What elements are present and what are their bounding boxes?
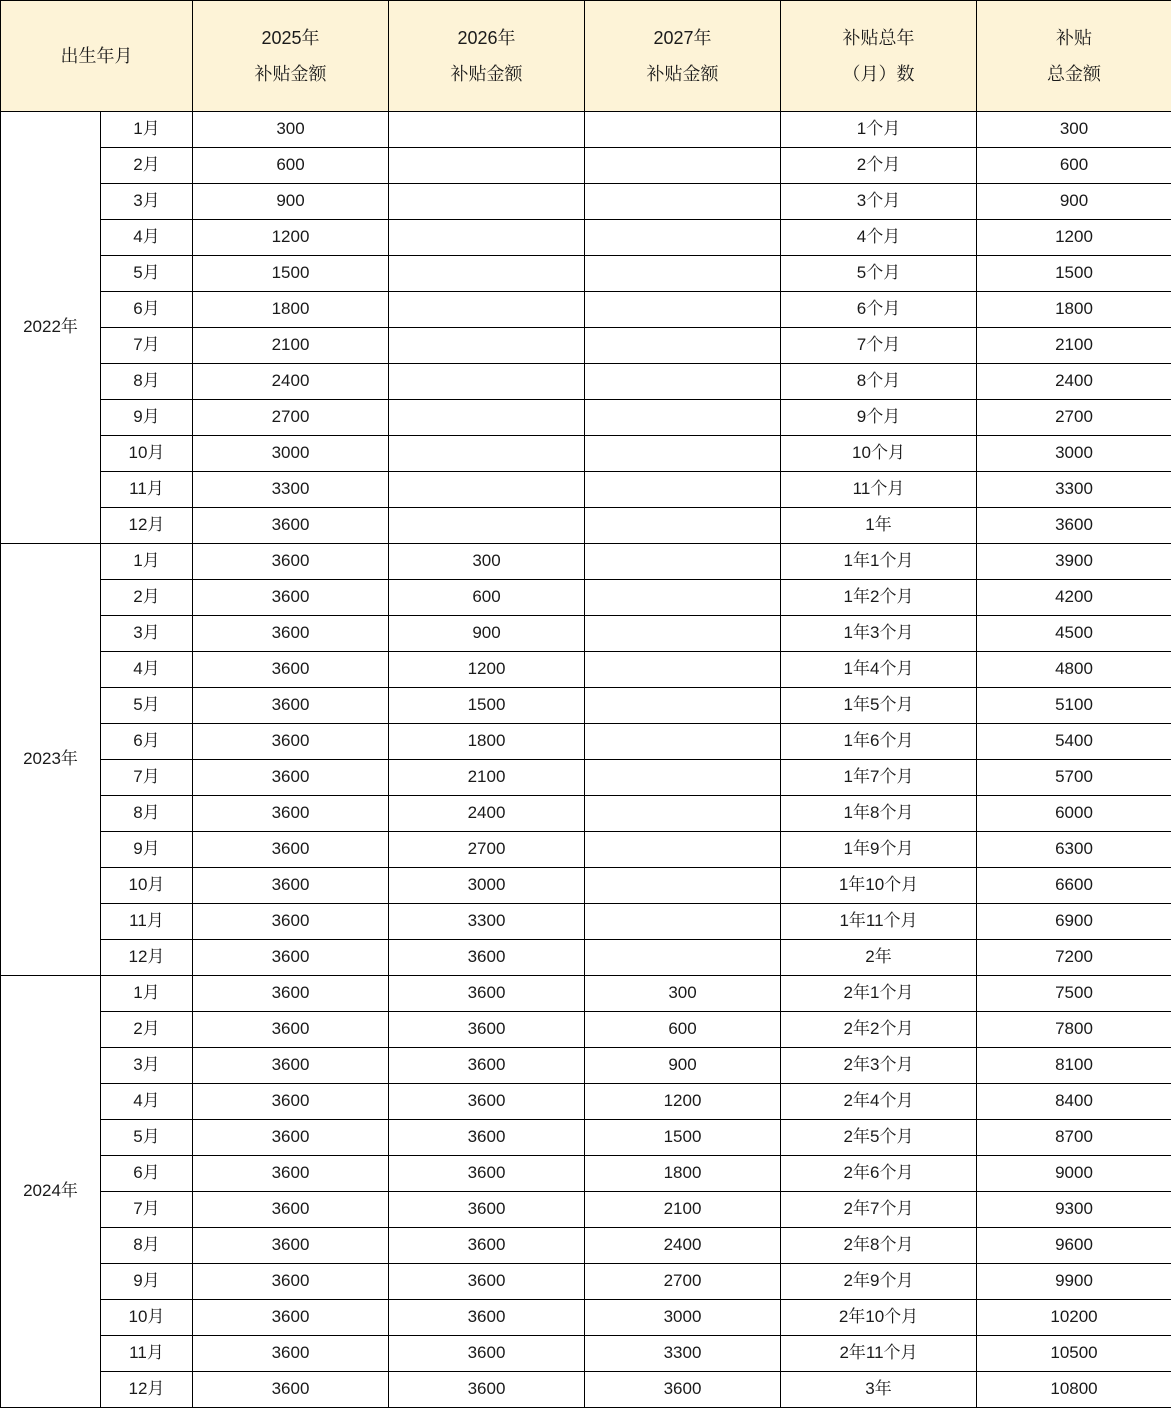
subsidy-duration-cell: 5个月 — [781, 256, 977, 292]
subsidy-2025-cell: 2700 — [193, 400, 389, 436]
subsidy-2026-cell: 3600 — [389, 976, 585, 1012]
table-row — [1, 832, 1171, 868]
subsidy-total-cell: 8700 — [977, 1120, 1171, 1156]
table-row — [1, 256, 1171, 292]
subsidy-total-cell: 10800 — [977, 1372, 1171, 1408]
table-row — [1, 112, 1171, 148]
birth-month-cell: 8月 — [101, 364, 193, 400]
birth-month-cell: 2月 — [101, 148, 193, 184]
subsidy-2026-cell: 2700 — [389, 832, 585, 868]
subsidy-2027-cell — [585, 760, 781, 796]
header-line: 补贴金额 — [254, 64, 327, 84]
subsidy-total-cell: 9000 — [977, 1156, 1171, 1192]
birth-month-cell: 3月 — [101, 1048, 193, 1084]
subsidy-2025-cell: 3600 — [193, 1048, 389, 1084]
subsidy-2025-cell: 3600 — [193, 1012, 389, 1048]
subsidy-2027-cell — [585, 220, 781, 256]
subsidy-2027-cell: 2400 — [585, 1228, 781, 1264]
birth-month-cell: 4月 — [101, 1084, 193, 1120]
subsidy-2026-cell: 3000 — [389, 868, 585, 904]
subsidy-2025-cell: 3600 — [193, 1120, 389, 1156]
subsidy-2025-cell: 900 — [193, 184, 389, 220]
subsidy-2026-cell: 1500 — [389, 688, 585, 724]
subsidy-2026-cell: 300 — [389, 544, 585, 580]
table-row — [1, 1012, 1171, 1048]
subsidy-total-cell: 2400 — [977, 364, 1171, 400]
subsidy-2026-cell — [389, 472, 585, 508]
subsidy-2025-cell: 3600 — [193, 1228, 389, 1264]
header-line: 补贴金额 — [450, 64, 523, 84]
column-header-2027 — [585, 1, 781, 112]
birth-month-cell: 11月 — [101, 1336, 193, 1372]
subsidy-duration-cell: 1个月 — [781, 112, 977, 148]
table-row — [1, 1120, 1171, 1156]
subsidy-duration-cell: 3个月 — [781, 184, 977, 220]
birth-month-cell: 12月 — [101, 940, 193, 976]
subsidy-duration-cell: 1年11个月 — [781, 904, 977, 940]
subsidy-2027-cell — [585, 724, 781, 760]
subsidy-2027-cell — [585, 832, 781, 868]
table-row — [1, 544, 1171, 580]
subsidy-duration-cell: 1年9个月 — [781, 832, 977, 868]
subsidy-2027-cell — [585, 148, 781, 184]
table-row — [1, 436, 1171, 472]
birth-year-cell: 2023年 — [1, 544, 101, 976]
subsidy-2025-cell: 3600 — [193, 1372, 389, 1408]
subsidy-total-cell: 5700 — [977, 760, 1171, 796]
subsidy-duration-cell: 1年1个月 — [781, 544, 977, 580]
subsidy-total-cell: 5400 — [977, 724, 1171, 760]
table-row — [1, 1228, 1171, 1264]
subsidy-total-cell: 6600 — [977, 868, 1171, 904]
table-row — [1, 796, 1171, 832]
subsidy-duration-cell: 8个月 — [781, 364, 977, 400]
table-row — [1, 328, 1171, 364]
subsidy-2027-cell — [585, 796, 781, 832]
header-line: 2025年 — [261, 27, 320, 48]
subsidy-2026-cell: 3600 — [389, 1336, 585, 1372]
subsidy-duration-cell: 1年4个月 — [781, 652, 977, 688]
table-row — [1, 940, 1171, 976]
subsidy-2025-cell: 3600 — [193, 940, 389, 976]
subsidy-2027-cell: 1800 — [585, 1156, 781, 1192]
subsidy-total-cell: 10500 — [977, 1336, 1171, 1372]
subsidy-duration-cell: 10个月 — [781, 436, 977, 472]
table-row — [1, 148, 1171, 184]
subsidy-duration-cell: 3年 — [781, 1372, 977, 1408]
subsidy-2027-cell — [585, 544, 781, 580]
birth-month-cell: 10月 — [101, 436, 193, 472]
table-row — [1, 472, 1171, 508]
subsidy-total-cell: 6000 — [977, 796, 1171, 832]
subsidy-duration-cell: 2年 — [781, 940, 977, 976]
subsidy-2026-cell: 2400 — [389, 796, 585, 832]
table-row — [1, 1156, 1171, 1192]
birth-month-cell: 2月 — [101, 1012, 193, 1048]
subsidy-2026-cell: 3600 — [389, 1012, 585, 1048]
subsidy-2027-cell — [585, 652, 781, 688]
column-header-2026 — [389, 1, 585, 112]
subsidy-2025-cell: 3300 — [193, 472, 389, 508]
subsidy-duration-cell: 2年3个月 — [781, 1048, 977, 1084]
subsidy-total-cell: 4500 — [977, 616, 1171, 652]
birth-month-cell: 1月 — [101, 544, 193, 580]
table-row — [1, 184, 1171, 220]
subsidy-duration-cell: 7个月 — [781, 328, 977, 364]
subsidy-duration-cell: 2年2个月 — [781, 1012, 977, 1048]
subsidy-2025-cell: 3600 — [193, 544, 389, 580]
birth-month-cell: 12月 — [101, 508, 193, 544]
column-header-total-amount — [977, 1, 1171, 112]
birth-month-cell: 4月 — [101, 220, 193, 256]
table-body — [1, 112, 1171, 1408]
subsidy-2027-cell: 300 — [585, 976, 781, 1012]
birth-month-cell: 2月 — [101, 580, 193, 616]
subsidy-duration-cell: 1年6个月 — [781, 724, 977, 760]
table-row — [1, 220, 1171, 256]
subsidy-2025-cell: 3600 — [193, 868, 389, 904]
subsidy-2026-cell: 3600 — [389, 1300, 585, 1336]
subsidy-total-cell: 8100 — [977, 1048, 1171, 1084]
subsidy-2027-cell: 3000 — [585, 1300, 781, 1336]
header-line: 补贴 — [1056, 27, 1092, 48]
table-row — [1, 1336, 1171, 1372]
header-line: （月）数 — [842, 64, 915, 84]
birth-month-cell: 5月 — [101, 688, 193, 724]
subsidy-2026-cell: 2100 — [389, 760, 585, 796]
birth-month-cell: 1月 — [101, 976, 193, 1012]
subsidy-total-cell: 3600 — [977, 508, 1171, 544]
subsidy-2027-cell: 600 — [585, 1012, 781, 1048]
table-row — [1, 976, 1171, 1012]
subsidy-total-cell: 9600 — [977, 1228, 1171, 1264]
birth-month-cell: 1月 — [101, 112, 193, 148]
subsidy-duration-cell: 2年4个月 — [781, 1084, 977, 1120]
subsidy-total-cell: 7800 — [977, 1012, 1171, 1048]
subsidy-duration-cell: 2个月 — [781, 148, 977, 184]
birth-month-cell: 10月 — [101, 868, 193, 904]
header-line: 总金额 — [1047, 64, 1101, 84]
subsidy-2026-cell — [389, 148, 585, 184]
table-row — [1, 1048, 1171, 1084]
subsidy-2027-cell: 2100 — [585, 1192, 781, 1228]
subsidy-2025-cell: 3600 — [193, 904, 389, 940]
subsidy-total-cell: 10200 — [977, 1300, 1171, 1336]
table-row — [1, 1264, 1171, 1300]
subsidy-2027-cell: 1200 — [585, 1084, 781, 1120]
subsidy-2025-cell: 1500 — [193, 256, 389, 292]
subsidy-2027-cell: 2700 — [585, 1264, 781, 1300]
subsidy-2025-cell: 3600 — [193, 1084, 389, 1120]
subsidy-2026-cell: 3600 — [389, 1192, 585, 1228]
subsidy-2025-cell: 3600 — [193, 832, 389, 868]
subsidy-2026-cell: 3600 — [389, 1264, 585, 1300]
table-row — [1, 292, 1171, 328]
table-row — [1, 1084, 1171, 1120]
subsidy-total-cell: 2700 — [977, 400, 1171, 436]
header-line: 2027年 — [653, 27, 712, 48]
subsidy-2025-cell: 3600 — [193, 1336, 389, 1372]
subsidy-2025-cell: 3600 — [193, 688, 389, 724]
subsidy-2026-cell: 3600 — [389, 1156, 585, 1192]
subsidy-2026-cell: 900 — [389, 616, 585, 652]
subsidy-2026-cell: 3600 — [389, 940, 585, 976]
birth-month-cell: 7月 — [101, 1192, 193, 1228]
birth-month-cell: 6月 — [101, 292, 193, 328]
subsidy-2025-cell: 1800 — [193, 292, 389, 328]
subsidy-2026-cell: 3600 — [389, 1120, 585, 1156]
subsidy-2026-cell: 3600 — [389, 1372, 585, 1408]
table-row — [1, 1192, 1171, 1228]
subsidy-2027-cell: 900 — [585, 1048, 781, 1084]
column-header-birth-date — [1, 1, 193, 112]
subsidy-2026-cell — [389, 400, 585, 436]
subsidy-2025-cell: 3600 — [193, 1300, 389, 1336]
subsidy-duration-cell: 1年8个月 — [781, 796, 977, 832]
subsidy-total-cell: 900 — [977, 184, 1171, 220]
birth-month-cell: 11月 — [101, 472, 193, 508]
subsidy-duration-cell: 1年10个月 — [781, 868, 977, 904]
subsidy-2026-cell: 3600 — [389, 1048, 585, 1084]
subsidy-2027-cell: 1500 — [585, 1120, 781, 1156]
subsidy-2026-cell: 3600 — [389, 1084, 585, 1120]
subsidy-2025-cell: 600 — [193, 148, 389, 184]
subsidy-2027-cell — [585, 616, 781, 652]
subsidy-2025-cell: 3600 — [193, 760, 389, 796]
subsidy-total-cell: 3300 — [977, 472, 1171, 508]
birth-month-cell: 10月 — [101, 1300, 193, 1336]
column-header-duration — [781, 1, 977, 112]
birth-month-cell: 6月 — [101, 724, 193, 760]
subsidy-duration-cell: 6个月 — [781, 292, 977, 328]
table-row — [1, 760, 1171, 796]
birth-month-cell: 6月 — [101, 1156, 193, 1192]
birth-year-cell: 2022年 — [1, 112, 101, 544]
subsidy-2026-cell: 600 — [389, 580, 585, 616]
subsidy-2027-cell — [585, 580, 781, 616]
birth-month-cell: 3月 — [101, 616, 193, 652]
birth-month-cell: 7月 — [101, 760, 193, 796]
subsidy-2027-cell — [585, 472, 781, 508]
subsidy-duration-cell: 2年1个月 — [781, 976, 977, 1012]
table-row — [1, 364, 1171, 400]
subsidy-2026-cell — [389, 328, 585, 364]
table-row — [1, 616, 1171, 652]
birth-month-cell: 11月 — [101, 904, 193, 940]
subsidy-2026-cell — [389, 112, 585, 148]
table-row — [1, 1300, 1171, 1336]
subsidy-2027-cell — [585, 400, 781, 436]
subsidy-2026-cell: 1800 — [389, 724, 585, 760]
birth-month-cell: 8月 — [101, 796, 193, 832]
birth-month-cell: 9月 — [101, 832, 193, 868]
subsidy-2026-cell — [389, 184, 585, 220]
birth-month-cell: 12月 — [101, 1372, 193, 1408]
subsidy-total-cell: 600 — [977, 148, 1171, 184]
subsidy-total-cell: 4800 — [977, 652, 1171, 688]
subsidy-2025-cell: 3600 — [193, 796, 389, 832]
subsidy-total-cell: 2100 — [977, 328, 1171, 364]
birth-year-cell: 2024年 — [1, 976, 101, 1408]
subsidy-2027-cell — [585, 904, 781, 940]
subsidy-2027-cell — [585, 364, 781, 400]
subsidy-duration-cell: 9个月 — [781, 400, 977, 436]
subsidy-2025-cell: 3600 — [193, 724, 389, 760]
subsidy-duration-cell: 2年6个月 — [781, 1156, 977, 1192]
subsidy-total-cell: 9900 — [977, 1264, 1171, 1300]
subsidy-2027-cell — [585, 508, 781, 544]
birth-month-cell: 7月 — [101, 328, 193, 364]
birth-month-cell: 5月 — [101, 1120, 193, 1156]
subsidy-2025-cell: 3600 — [193, 508, 389, 544]
subsidy-total-cell: 300 — [977, 112, 1171, 148]
subsidy-total-cell: 6300 — [977, 832, 1171, 868]
subsidy-2026-cell — [389, 436, 585, 472]
table-row — [1, 904, 1171, 940]
subsidy-2026-cell: 3300 — [389, 904, 585, 940]
subsidy-2025-cell: 3600 — [193, 616, 389, 652]
subsidy-2026-cell — [389, 256, 585, 292]
subsidy-2026-cell — [389, 220, 585, 256]
subsidy-2027-cell — [585, 868, 781, 904]
subsidy-total-cell: 1800 — [977, 292, 1171, 328]
subsidy-duration-cell: 1年2个月 — [781, 580, 977, 616]
subsidy-2027-cell — [585, 436, 781, 472]
subsidy-2025-cell: 2400 — [193, 364, 389, 400]
subsidy-total-cell: 3000 — [977, 436, 1171, 472]
table-row — [1, 652, 1171, 688]
subsidy-total-cell: 7500 — [977, 976, 1171, 1012]
subsidy-2027-cell — [585, 184, 781, 220]
subsidy-total-cell: 1200 — [977, 220, 1171, 256]
subsidy-total-cell: 8400 — [977, 1084, 1171, 1120]
birth-month-cell: 5月 — [101, 256, 193, 292]
subsidy-2025-cell: 3600 — [193, 1264, 389, 1300]
subsidy-2025-cell: 2100 — [193, 328, 389, 364]
header-row — [1, 1, 1171, 112]
subsidy-total-cell: 9300 — [977, 1192, 1171, 1228]
subsidy-2025-cell: 3600 — [193, 1156, 389, 1192]
subsidy-duration-cell: 1年7个月 — [781, 760, 977, 796]
subsidy-duration-cell: 2年5个月 — [781, 1120, 977, 1156]
table-row — [1, 1372, 1171, 1408]
subsidy-duration-cell: 2年9个月 — [781, 1264, 977, 1300]
subsidy-duration-cell: 1年 — [781, 508, 977, 544]
header-line: 补贴金额 — [646, 64, 719, 84]
subsidy-total-cell: 5100 — [977, 688, 1171, 724]
subsidy-duration-cell: 2年7个月 — [781, 1192, 977, 1228]
header-line: 出生年月 — [60, 45, 133, 66]
birth-month-cell: 3月 — [101, 184, 193, 220]
subsidy-2026-cell: 3600 — [389, 1228, 585, 1264]
subsidy-2026-cell: 1200 — [389, 652, 585, 688]
subsidy-duration-cell: 4个月 — [781, 220, 977, 256]
subsidy-2027-cell: 3300 — [585, 1336, 781, 1372]
subsidy-2026-cell — [389, 364, 585, 400]
subsidy-duration-cell: 1年3个月 — [781, 616, 977, 652]
subsidy-duration-cell: 2年11个月 — [781, 1336, 977, 1372]
birth-month-cell: 4月 — [101, 652, 193, 688]
subsidy-2027-cell — [585, 328, 781, 364]
subsidy-duration-cell: 11个月 — [781, 472, 977, 508]
subsidy-2026-cell — [389, 508, 585, 544]
table-row — [1, 868, 1171, 904]
table-header — [1, 1, 1171, 112]
subsidy-2026-cell — [389, 292, 585, 328]
subsidy-duration-cell: 2年8个月 — [781, 1228, 977, 1264]
subsidy-duration-cell: 2年10个月 — [781, 1300, 977, 1336]
subsidy-total-cell: 3900 — [977, 544, 1171, 580]
header-line: 2026年 — [457, 27, 516, 48]
subsidy-2027-cell — [585, 292, 781, 328]
subsidy-2027-cell — [585, 256, 781, 292]
table-row — [1, 724, 1171, 760]
table-row — [1, 688, 1171, 724]
subsidy-2025-cell: 3600 — [193, 1192, 389, 1228]
table-row — [1, 400, 1171, 436]
header-line: 补贴总年 — [842, 27, 915, 48]
table-row — [1, 508, 1171, 544]
subsidy-total-cell: 6900 — [977, 904, 1171, 940]
subsidy-2025-cell: 3600 — [193, 580, 389, 616]
subsidy-duration-cell: 1年5个月 — [781, 688, 977, 724]
birth-month-cell: 8月 — [101, 1228, 193, 1264]
table-row — [1, 580, 1171, 616]
subsidy-total-cell: 1500 — [977, 256, 1171, 292]
subsidy-2025-cell: 3000 — [193, 436, 389, 472]
subsidy-2025-cell: 3600 — [193, 976, 389, 1012]
subsidy-2025-cell: 3600 — [193, 652, 389, 688]
birth-month-cell: 9月 — [101, 400, 193, 436]
birth-month-cell: 9月 — [101, 1264, 193, 1300]
subsidy-2025-cell: 300 — [193, 112, 389, 148]
column-header-2025 — [193, 1, 389, 112]
subsidy-2027-cell — [585, 688, 781, 724]
subsidy-total-cell: 4200 — [977, 580, 1171, 616]
subsidy-2027-cell — [585, 940, 781, 976]
subsidy-2027-cell — [585, 112, 781, 148]
subsidy-total-cell: 7200 — [977, 940, 1171, 976]
subsidy-2025-cell: 1200 — [193, 220, 389, 256]
subsidy-2027-cell: 3600 — [585, 1372, 781, 1408]
